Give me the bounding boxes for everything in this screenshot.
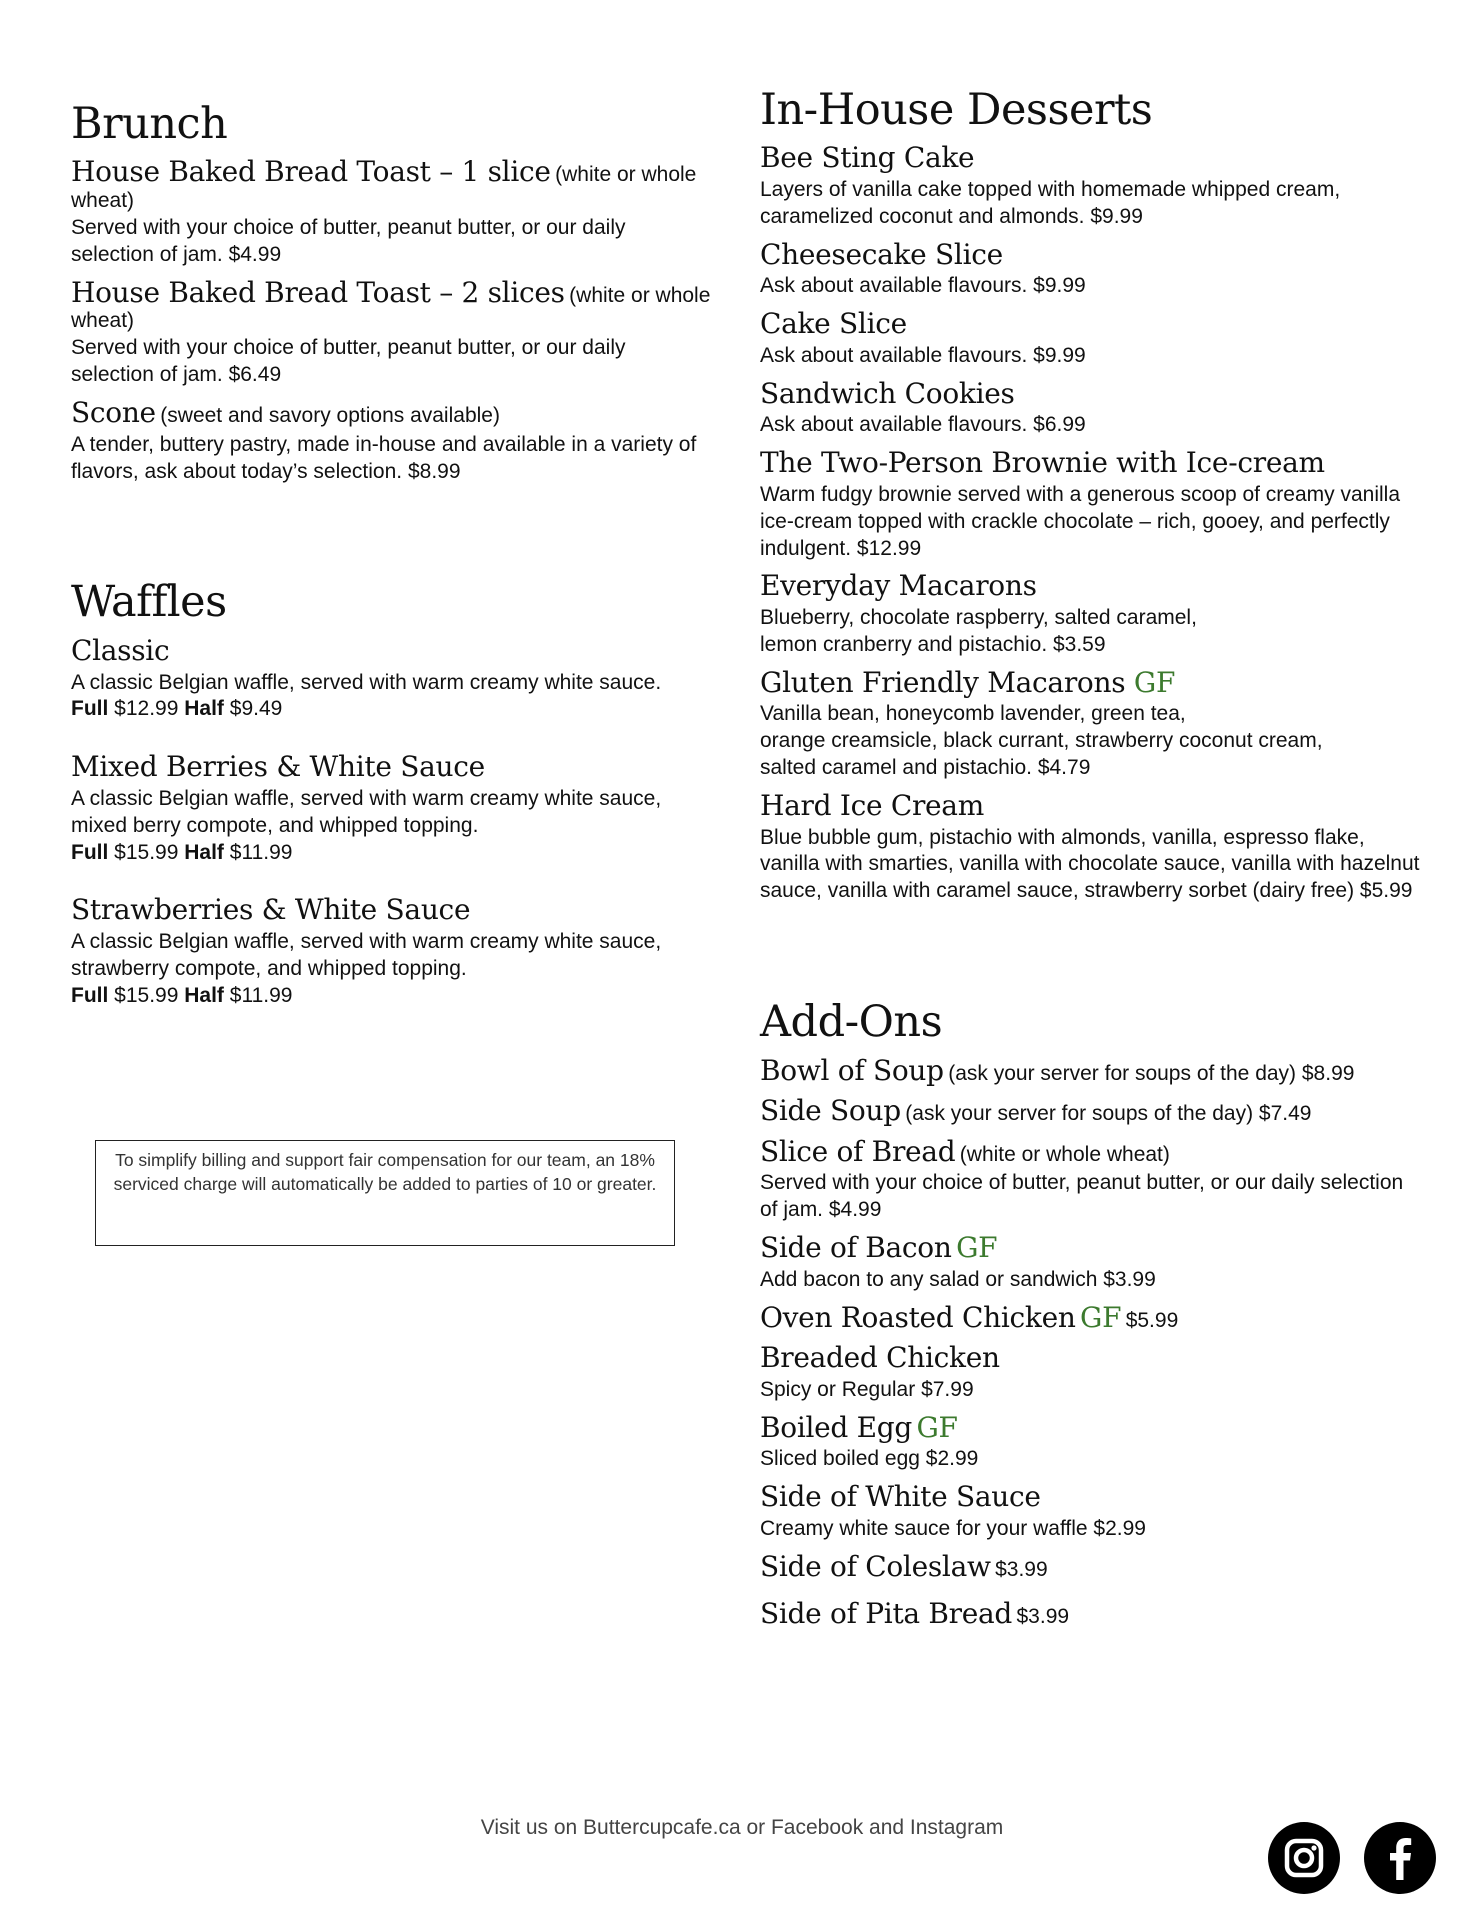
menu-item: [760, 377, 1420, 439]
menu-item: [71, 276, 711, 389]
gluten-free-badge: GF: [956, 1231, 998, 1265]
desc-line: lemon cranberry and pistachio. $3.59: [760, 632, 1106, 656]
item-description: Ask about available flavours. $9.99: [760, 343, 1086, 367]
item-note: (white or whole wheat): [71, 283, 711, 333]
item-description: Creamy white sauce for your waffle $2.99: [760, 1516, 1146, 1540]
menu-item: [760, 789, 1420, 905]
item-note: (sweet and savory options available): [160, 404, 500, 428]
item-name: Side of Coleslaw: [760, 1549, 991, 1583]
item-description: Spicy or Regular $7.99: [760, 1377, 974, 1401]
menu-item: [71, 155, 711, 268]
item-name: Breaded Chicken: [760, 1341, 1000, 1375]
full-label: Full: [71, 697, 109, 721]
half-label: Half: [184, 983, 224, 1007]
menu-item: [760, 569, 1420, 658]
addons-title: Add-Ons: [760, 997, 943, 1048]
menu-item: [71, 396, 711, 485]
full-label: Full: [71, 840, 109, 864]
item-note: $3.99: [1016, 1605, 1070, 1629]
menu-item: [760, 307, 1420, 369]
item-name: Oven Roasted Chicken: [760, 1300, 1076, 1334]
menu-item: [760, 666, 1420, 782]
item-name-row: [760, 666, 1420, 700]
item-name: Hard Ice Cream: [760, 788, 984, 822]
item-note: $3.99: [995, 1557, 1048, 1581]
item-name: Cheesecake Slice: [760, 237, 1003, 271]
item-name: Cake Slice: [760, 307, 907, 341]
menu-item: [760, 1301, 1420, 1335]
item-name: Side Soup: [760, 1094, 901, 1128]
item-note: (white or whole wheat): [959, 1142, 1170, 1166]
right-column: [760, 86, 1420, 1638]
left-column: [71, 100, 711, 1017]
item-description: A classic Belgian waffle, served with warm creamy white sauce, strawberry compote, and whipped topping.: [71, 930, 662, 980]
half-price: $11.99: [229, 840, 293, 864]
item-description: A classic Belgian waffle, served with warm creamy white sauce.: [71, 670, 662, 694]
item-name: The Two-Person Brownie with Ice-cream: [760, 446, 1325, 480]
price-line: [71, 696, 711, 723]
menu-item: [760, 1135, 1420, 1224]
full-price: $12.99: [114, 697, 179, 721]
menu-item: [760, 141, 1420, 230]
item-name: Everyday Macarons: [760, 569, 1037, 603]
menu-item: [760, 1597, 1420, 1631]
instagram-icon[interactable]: [1268, 1822, 1340, 1894]
item-description: Ask about available flavours. $6.99: [760, 413, 1086, 437]
item-name: Sandwich Cookies: [760, 376, 1015, 410]
half-price: $9.49: [229, 697, 283, 721]
item-description: A tender, buttery pastry, made in-house and available in a variety of flavors, ask about today’s selection. $8.99: [71, 432, 697, 483]
item-name: Classic: [71, 633, 170, 667]
service-charge-notice: To simplify billing and support fair compensation for our team, an 18% serviced charge will automatically be added to parties of 10 or greater.: [95, 1140, 675, 1246]
price-line: [71, 983, 711, 1010]
item-note: (ask your server for soups of the day) $8.99: [948, 1061, 1355, 1085]
facebook-icon[interactable]: [1364, 1822, 1436, 1894]
gluten-free-badge: GF: [916, 1410, 958, 1444]
menu-item: [71, 750, 711, 866]
item-name: Slice of Bread: [760, 1134, 956, 1168]
gluten-free-badge: GF: [1133, 665, 1176, 699]
item-description: Served with your choice of butter, peanut butter, or our daily selection of jam. $4.99: [760, 1171, 1404, 1222]
item-name: Strawberries & White Sauce: [71, 893, 471, 927]
item-note: (white or whole wheat): [71, 163, 697, 213]
item-name: House Baked Bread Toast – 2 slices: [71, 275, 565, 309]
item-description: Warm fudgy brownie served with a generous scoop of creamy vanilla ice-cream topped with crackle chocolate – rich, gooey, and perfectly indulgent. $12.99: [760, 482, 1401, 560]
item-description: Served with your choice of butter, peanut butter, or our daily selection of jam. $6.49: [71, 336, 626, 387]
menu-item: [760, 1094, 1420, 1128]
item-name: Side of Pita Bread: [760, 1597, 1013, 1631]
item-description: Sliced boiled egg $2.99: [760, 1447, 979, 1471]
half-price: $11.99: [229, 983, 293, 1007]
item-description: Blue bubble gum, pistachio with almonds, vanilla, espresso flake, vanilla with smarties, vanilla with chocolate sauce, vanilla with hazelnut sauce, vanilla with caramel sauce, strawberry sorbet (dairy free) $5.99: [760, 825, 1420, 903]
menu-item: [71, 893, 711, 1009]
half-label: Half: [184, 697, 224, 721]
item-description: Layers of vanilla cake topped with homemade whipped cream, caramelized coconut and almonds. $9.99: [760, 178, 1341, 228]
item-description: [760, 701, 1420, 782]
item-name: Mixed Berries & White Sauce: [71, 750, 485, 784]
menu-item: [760, 1550, 1420, 1584]
item-description: Add bacon to any salad or sandwich $3.99: [760, 1267, 1156, 1291]
desc-line: Vanilla bean, honeycomb lavender, green tea,: [760, 702, 1186, 726]
item-note: $5.99: [1125, 1308, 1179, 1332]
gluten-free-badge: GF: [1080, 1300, 1122, 1334]
item-description: Served with your choice of butter, peanut butter, or our daily selection of jam. $4.99: [71, 216, 626, 266]
brunch-title: Brunch: [71, 99, 228, 149]
menu-item: [760, 1411, 1420, 1473]
item-name: Side of White Sauce: [760, 1480, 1041, 1514]
menu-item: [760, 1231, 1420, 1293]
desserts-title: In-House Desserts: [760, 85, 1153, 135]
menu-item: [71, 634, 711, 723]
menu-item: [760, 1341, 1420, 1403]
item-name: Scone: [71, 396, 156, 430]
item-description: Ask about available flavours. $9.99: [760, 274, 1086, 298]
menu-item: [760, 1054, 1420, 1088]
menu-item: [760, 1480, 1420, 1542]
item-description: [760, 605, 1420, 659]
item-name: Bowl of Soup: [760, 1053, 944, 1087]
menu-item: [760, 446, 1420, 562]
full-label: Full: [71, 983, 109, 1007]
half-label: Half: [184, 840, 224, 864]
desc-line: salted caramel and pistachio. $4.79: [760, 756, 1091, 780]
item-name: Side of Bacon: [760, 1231, 952, 1265]
item-name: Boiled Egg: [760, 1410, 913, 1444]
footer-text: Visit us on Buttercupcafe.ca or Facebook and Instagram: [480, 1816, 1004, 1839]
desc-line: orange creamsicle, black currant, strawberry coconut cream,: [760, 729, 1323, 753]
full-price: $15.99: [114, 840, 179, 864]
item-description: A classic Belgian waffle, served with warm creamy white sauce, mixed berry compote, and whipped topping.: [71, 786, 662, 837]
item-name: Bee Sting Cake: [760, 141, 975, 175]
item-note: (ask your server for soups of the day) $7.49: [905, 1102, 1312, 1126]
price-line: [71, 840, 711, 867]
item-name: Gluten Friendly Macarons: [760, 665, 1126, 699]
full-price: $15.99: [114, 983, 179, 1007]
waffles-title: Waffles: [71, 577, 227, 628]
item-name: House Baked Bread Toast – 1 slice: [71, 155, 551, 189]
menu-item: [760, 238, 1420, 300]
desc-line: Blueberry, chocolate raspberry, salted caramel,: [760, 606, 1197, 629]
